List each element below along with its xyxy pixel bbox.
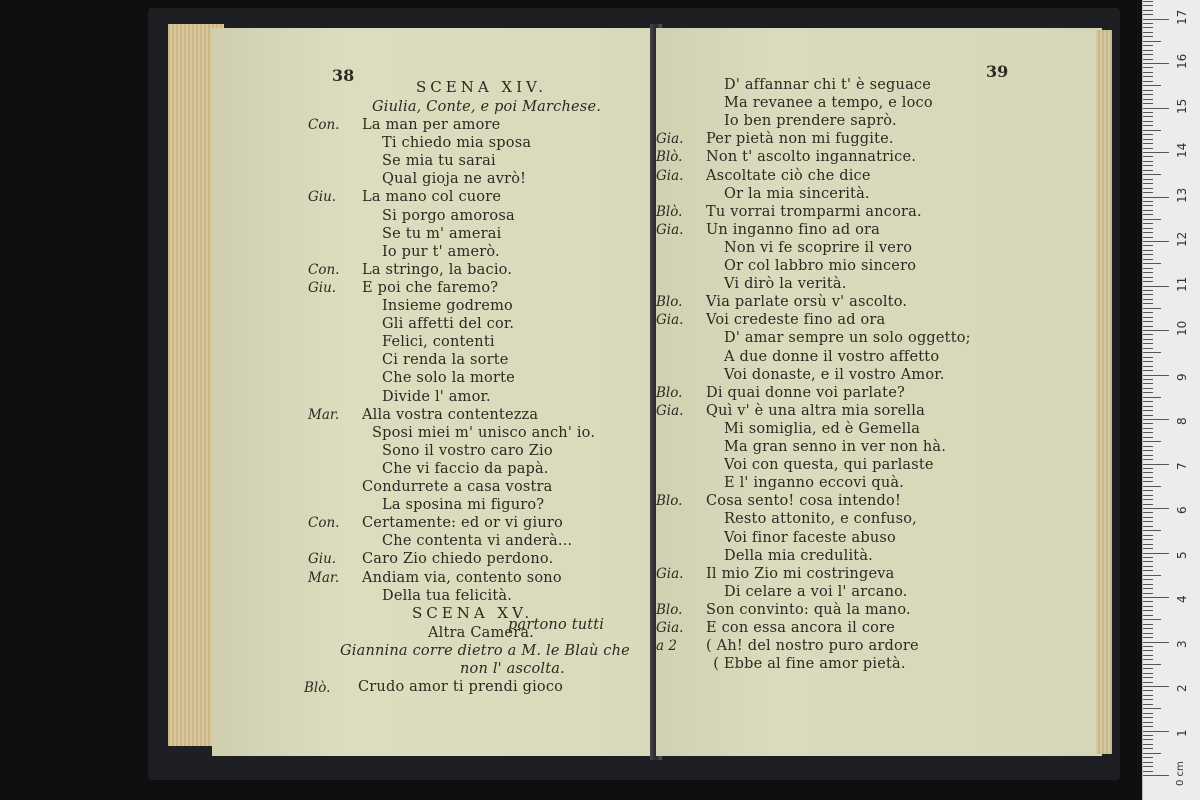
ruler-tick: [1143, 659, 1153, 660]
measuring-ruler: [1142, 0, 1200, 800]
ruler-tick: [1143, 441, 1161, 442]
verse-line: Se mia tu sarai: [382, 153, 496, 170]
ruler-tick: [1143, 5, 1153, 6]
verse-line: Di quai donne voi parlate?: [706, 384, 905, 401]
ruler-tick: [1143, 624, 1153, 625]
verse-line: La stringo, la bacio.: [362, 261, 513, 278]
ruler-tick: [1143, 152, 1169, 153]
speaker-label: Gia.: [656, 565, 684, 582]
ruler-tick: [1143, 468, 1153, 469]
ruler-number: 13: [1175, 187, 1189, 203]
speaker-label: Gia.: [656, 312, 684, 329]
ruler-tick: [1143, 664, 1161, 665]
verse-line: E poi che faremo?: [362, 279, 499, 296]
ruler-tick: [1143, 339, 1153, 340]
ruler-tick: [1143, 459, 1153, 460]
page-number: 38: [332, 66, 355, 85]
verse-line: Sono il vostro caro Zio: [382, 442, 553, 459]
verse-line: Non vi fe scoprire il vero: [724, 239, 913, 256]
ruler-tick: [1143, 254, 1153, 255]
page-number: 39: [986, 62, 1009, 81]
verse-line: Voi donaste, e il vostro Amor.: [724, 366, 945, 383]
ruler-number: 15: [1175, 98, 1189, 114]
ruler-tick: [1143, 192, 1153, 193]
ruler-tick: [1143, 259, 1153, 260]
verse-line: Alla vostra contentezza: [362, 406, 539, 423]
ruler-tick: [1143, 54, 1153, 55]
speaker-label: Con.: [308, 117, 340, 133]
speaker-label: Mar.: [308, 406, 340, 423]
ruler-tick: [1143, 539, 1153, 540]
ruler-tick: [1143, 477, 1153, 478]
ruler-tick: [1143, 188, 1153, 189]
speaker-label: Giu.: [308, 279, 337, 296]
ruler-tick: [1143, 575, 1161, 576]
scene-title-2: SCENA XV.: [412, 604, 534, 622]
ruler-tick: [1143, 334, 1153, 335]
ruler-tick: [1143, 628, 1153, 629]
ruler-tick: [1143, 588, 1153, 589]
ruler-tick: [1143, 464, 1169, 465]
ruler-tick: [1143, 41, 1161, 42]
ruler-tick: [1143, 508, 1169, 509]
ruler-tick: [1143, 557, 1153, 558]
ruler-tick: [1143, 352, 1161, 353]
ruler-tick: [1143, 76, 1153, 77]
ruler-tick: [1143, 619, 1161, 620]
speaker-label: Blo.: [656, 493, 683, 510]
ruler-tick: [1143, 210, 1153, 211]
ruler-tick: [1143, 579, 1153, 580]
speaker-label: Gia.: [656, 402, 684, 419]
verse-line: Andiam via, contento sono: [362, 569, 562, 586]
speaker-label: Blo.: [656, 384, 683, 401]
scene-persons: Giulia, Conte, e poi Marchese.: [372, 99, 602, 115]
verse-line: Voi finor faceste abuso: [724, 529, 896, 546]
verse-line: Felici, contenti: [382, 334, 495, 351]
ruler-unit: 0 cm: [1175, 761, 1186, 786]
ruler-tick: [1143, 201, 1153, 202]
ruler-tick: [1143, 490, 1153, 491]
ruler-tick: [1143, 392, 1153, 393]
verse-line: Che vi faccio da papà.: [382, 460, 549, 477]
stage-direction-2: non l' ascolta.: [460, 661, 565, 677]
ruler-tick: [1143, 437, 1153, 438]
ruler-tick: [1143, 704, 1153, 705]
verse-line: Io pur t' amerò.: [382, 243, 500, 260]
ruler-number: 4: [1175, 595, 1189, 603]
speaker-label: Gia.: [656, 221, 684, 238]
ruler-tick: [1143, 601, 1153, 602]
ruler-tick: [1143, 566, 1153, 567]
ruler-tick: [1143, 174, 1161, 175]
ruler-tick: [1143, 148, 1153, 149]
verse-line: Divide l' amor.: [382, 388, 491, 405]
ruler-tick: [1143, 535, 1153, 536]
ruler-tick: [1143, 99, 1153, 100]
verse-line: A due donne il vostro affetto: [724, 348, 940, 365]
ruler-tick: [1143, 10, 1153, 11]
ruler-tick: [1143, 357, 1153, 358]
ruler-tick: [1143, 312, 1153, 313]
verse-line: Ma gran senno in ver non hà.: [724, 439, 947, 455]
verse-line: Il mio Zio mi costringeva: [706, 565, 895, 582]
ruler-tick: [1143, 90, 1153, 91]
ruler-tick: [1143, 423, 1153, 424]
ruler-tick: [1143, 72, 1153, 73]
ruler-number: 1: [1175, 728, 1189, 737]
ruler-tick: [1143, 446, 1153, 447]
ruler-tick: [1143, 299, 1153, 300]
verse-line: Son convinto: quà la mano.: [706, 601, 911, 618]
ruler-tick: [1143, 673, 1153, 674]
ruler-tick: [1143, 450, 1153, 451]
ruler-tick: [1143, 544, 1153, 545]
speaker-label: Blò.: [656, 149, 683, 166]
ruler-tick: [1143, 406, 1153, 407]
verse-line: La sposina mi figuro?: [382, 497, 545, 514]
stage-direction-1: Giannina corre dietro a M. le Blaù che: [340, 643, 630, 659]
ruler-tick: [1143, 686, 1169, 687]
ruler-tick: [1143, 762, 1153, 763]
ruler-tick: [1143, 81, 1153, 82]
ruler-tick: [1143, 281, 1153, 282]
ruler-tick: [1143, 766, 1153, 767]
verse-line: D' amar sempre un solo oggetto;: [724, 330, 971, 347]
ruler-tick: [1143, 272, 1153, 273]
ruler-tick: [1143, 361, 1153, 362]
ruler-number: 5: [1175, 550, 1189, 559]
verse-line: Ti chiedo mia sposa: [382, 135, 532, 152]
ruler-tick: [1143, 637, 1153, 638]
verse-line: La man per amore: [362, 117, 501, 133]
ruler-tick: [1143, 650, 1153, 651]
right-page: [656, 28, 1102, 756]
ruler-tick: [1143, 330, 1169, 331]
verse-line: Or la mia sincerità.: [724, 185, 870, 202]
speaker-label: Blo.: [656, 294, 683, 311]
ruler-tick: [1143, 19, 1169, 20]
page-edges-right: [1096, 30, 1112, 754]
ruler-tick: [1143, 326, 1153, 327]
ruler-tick: [1143, 682, 1153, 683]
ruler-tick: [1143, 245, 1153, 246]
ruler-tick: [1143, 415, 1153, 416]
ruler-tick: [1143, 753, 1161, 754]
verse-line: E con essa ancora il core: [706, 620, 895, 636]
ruler-number: 6: [1175, 506, 1189, 514]
ruler-tick: [1143, 642, 1169, 643]
ruler-tick: [1143, 375, 1169, 376]
ruler-number: 10: [1175, 320, 1189, 336]
ruler-number: 14: [1175, 142, 1189, 158]
ruler-tick: [1143, 116, 1153, 117]
ruler-tick: [1143, 36, 1153, 37]
ruler-tick: [1143, 228, 1153, 229]
ruler-tick: [1143, 726, 1153, 727]
ruler-tick: [1143, 708, 1161, 709]
verse-line: Per pietà non mi fuggite.: [706, 131, 894, 148]
ruler-tick: [1143, 170, 1153, 171]
verse-line: Sposi miei m' unisco anch' io.: [372, 424, 596, 441]
ruler-tick: [1143, 112, 1153, 113]
verse-line: Ascoltate ciò che dice: [706, 167, 871, 184]
ruler-tick: [1143, 290, 1153, 291]
verse-line: Di celare a voi l' arcano.: [724, 583, 908, 600]
scene-setting: Altra Camera.: [428, 625, 534, 641]
ruler-tick: [1143, 455, 1153, 456]
ruler-tick: [1143, 633, 1153, 634]
ruler-tick: [1143, 277, 1153, 278]
verse-line: Ma revanee a tempo, e loco: [724, 95, 933, 112]
ruler-tick: [1143, 67, 1153, 68]
ruler-tick: [1143, 370, 1153, 371]
ruler-tick: [1143, 432, 1153, 433]
ruler-tick: [1143, 388, 1153, 389]
stage-direction-exit: partono tutti: [508, 617, 605, 633]
ruler-tick: [1143, 521, 1153, 522]
speaker-label: Blò.: [304, 680, 331, 696]
verse-line: Or col labbro mio sincero: [724, 258, 917, 274]
ruler-tick: [1143, 103, 1153, 104]
ruler-tick: [1143, 317, 1153, 318]
verse-line: Che contenta vi anderà...: [382, 533, 573, 550]
ruler-number: 11: [1175, 276, 1189, 292]
verse-line: Tu vorrai tromparmi ancora.: [706, 203, 922, 220]
verse-line: Che solo la morte: [382, 370, 515, 387]
speaker-label: Giu.: [308, 551, 337, 568]
verse-line: Caro Zio chiedo perdono.: [362, 551, 554, 568]
ruler-tick: [1143, 722, 1153, 723]
speaker-label: Con.: [308, 515, 340, 532]
ruler-tick: [1143, 383, 1153, 384]
ruler-tick: [1143, 45, 1153, 46]
verse-line: D' affannar chi t' è seguace: [724, 77, 932, 93]
verse-line: Ci renda la sorte: [382, 352, 509, 369]
ruler-tick: [1143, 593, 1153, 594]
ruler-tick: [1143, 472, 1153, 473]
ruler-tick: [1143, 205, 1153, 206]
ruler-tick: [1143, 570, 1153, 571]
ruler-tick: [1143, 303, 1153, 304]
ruler-tick: [1143, 121, 1153, 122]
verse-line: Condurrete a casa vostra: [362, 479, 553, 495]
ruler-tick: [1143, 156, 1153, 157]
ruler-tick: [1143, 143, 1153, 144]
ruler-tick: [1143, 366, 1153, 367]
left-page: [212, 28, 654, 756]
ruler-tick: [1143, 512, 1153, 513]
ruler-tick: [1143, 739, 1153, 740]
ruler-tick: [1143, 50, 1153, 51]
ruler-tick: [1143, 379, 1153, 380]
verse-line: Vi dirò la verità.: [724, 276, 847, 293]
ruler-number: 7: [1175, 461, 1189, 470]
ruler-tick: [1143, 263, 1161, 264]
verse-line: Resto attonito, e confuso,: [724, 511, 917, 528]
speaker-label: a 2: [656, 638, 677, 655]
verse-line: Della tua felicità.: [382, 587, 513, 604]
verse-line: Cosa sento! cosa intendo!: [706, 493, 901, 510]
scene-title: SCENA XIV.: [416, 78, 548, 96]
ruler-tick: [1143, 63, 1169, 64]
ruler-tick: [1143, 268, 1153, 269]
ruler-tick: [1143, 125, 1153, 126]
verse-line: Se tu m' amerai: [382, 225, 502, 242]
ruler-tick: [1143, 14, 1153, 15]
ruler-tick: [1143, 197, 1169, 198]
verse-line: Gli affetti del cor.: [382, 316, 515, 333]
ruler-tick: [1143, 548, 1153, 549]
ruler-tick: [1143, 610, 1153, 611]
ruler-tick: [1143, 677, 1153, 678]
ruler-tick: [1143, 294, 1153, 295]
ruler-tick: [1143, 32, 1153, 33]
ruler-number: 2: [1175, 684, 1189, 692]
verse-line: Quì v' è una altra mia sorella: [706, 402, 925, 419]
ruler-tick: [1143, 495, 1153, 496]
ruler-tick: [1143, 428, 1153, 429]
ruler-tick: [1143, 139, 1153, 140]
ruler-tick: [1143, 130, 1161, 131]
ruler-tick: [1143, 699, 1153, 700]
ruler-tick: [1143, 481, 1153, 482]
ruler-tick: [1143, 27, 1153, 28]
ruler-tick: [1143, 695, 1153, 696]
verse-line: Un inganno fino ad ora: [706, 221, 881, 238]
ruler-tick: [1143, 486, 1161, 487]
ruler-tick: [1143, 214, 1153, 215]
speaker-label: Gia.: [656, 167, 684, 184]
speaker-label: Giu.: [308, 189, 337, 206]
verse-line: ( Ebbe al fine amor pietà.: [713, 656, 906, 673]
ruler-tick: [1143, 108, 1169, 109]
ruler-tick: [1143, 757, 1153, 758]
ruler-number: 17: [1175, 9, 1189, 25]
verse-line: Certamente: ed or vi giuro: [362, 515, 563, 532]
speaker-label: Gia.: [656, 620, 684, 636]
verse-line: Crudo amor ti prendi gioco: [358, 679, 564, 695]
ruler-tick: [1143, 179, 1153, 180]
ruler-tick: [1143, 553, 1169, 554]
ruler-tick: [1143, 241, 1169, 242]
speaker-label: Gia.: [656, 131, 684, 148]
ruler-tick: [1143, 223, 1153, 224]
ruler-tick: [1143, 348, 1153, 349]
verse-line: E l' inganno eccovi quà.: [724, 475, 905, 492]
verse-line: Mi somiglia, ed è Gemella: [724, 420, 921, 437]
ruler-tick: [1143, 165, 1153, 166]
ruler-tick: [1143, 232, 1153, 233]
verse-line: Della mia credulità.: [724, 547, 873, 564]
ruler-tick: [1143, 250, 1153, 251]
ruler-number: 3: [1175, 639, 1189, 648]
verse-line: Voi credeste fino ad ora: [706, 312, 886, 329]
ruler-tick: [1143, 713, 1153, 714]
verse-line: Io ben prendere saprò.: [724, 113, 897, 130]
speaker-label: Con.: [308, 261, 340, 278]
ruler-number: 12: [1175, 231, 1189, 247]
ruler-tick: [1143, 308, 1161, 309]
ruler-tick: [1143, 286, 1169, 287]
ruler-tick: [1143, 183, 1153, 184]
ruler-tick: [1143, 526, 1153, 527]
ruler-number: 9: [1175, 372, 1189, 381]
verse-line: Non t' ascolto ingannatrice.: [706, 149, 917, 166]
ruler-tick: [1143, 419, 1169, 420]
ruler-tick: [1143, 606, 1153, 607]
ruler-tick: [1143, 23, 1153, 24]
ruler-tick: [1143, 59, 1153, 60]
ruler-tick: [1143, 771, 1153, 772]
ruler-tick: [1143, 561, 1153, 562]
ruler-tick: [1143, 321, 1153, 322]
ruler-tick: [1143, 517, 1153, 518]
ruler-tick: [1143, 94, 1153, 95]
ruler-tick: [1143, 237, 1153, 238]
verse-line: Via parlate orsù v' ascolto.: [706, 294, 908, 311]
ruler-tick: [1143, 690, 1153, 691]
ruler-tick: [1143, 655, 1153, 656]
ruler-tick: [1143, 735, 1153, 736]
ruler-tick: [1143, 1, 1153, 2]
ruler-tick: [1143, 410, 1153, 411]
ruler-tick: [1143, 748, 1153, 749]
ruler-tick: [1143, 775, 1169, 776]
ruler-tick: [1143, 219, 1161, 220]
ruler-number: 16: [1175, 53, 1189, 69]
verse-line: La mano col cuore: [362, 189, 502, 206]
verse-line: Voi con questa, qui parlaste: [724, 457, 934, 474]
speaker-label: Blò.: [656, 203, 683, 220]
ruler-tick: [1143, 731, 1169, 732]
ruler-tick: [1143, 504, 1153, 505]
verse-line: ( Ah! del nostro puro ardore: [706, 638, 919, 655]
ruler-tick: [1143, 615, 1153, 616]
verse-line: Insieme godremo: [382, 298, 513, 314]
ruler-tick: [1143, 397, 1161, 398]
speaker-label: Blo.: [656, 601, 683, 618]
ruler-tick: [1143, 401, 1153, 402]
ruler-tick: [1143, 646, 1153, 647]
speaker-label: Mar.: [308, 569, 340, 586]
verse-line: Qual gioja ne avrò!: [382, 171, 527, 188]
ruler-tick: [1143, 499, 1153, 500]
ruler-tick: [1143, 744, 1153, 745]
ruler-tick: [1143, 597, 1169, 598]
ruler-tick: [1143, 134, 1153, 135]
ruler-tick: [1143, 85, 1161, 86]
ruler-tick: [1143, 161, 1153, 162]
ruler-tick: [1143, 530, 1161, 531]
ruler-number: 8: [1175, 417, 1189, 425]
ruler-tick: [1143, 717, 1153, 718]
verse-line: Si porgo amorosa: [382, 207, 515, 224]
ruler-tick: [1143, 584, 1153, 585]
ruler-tick: [1143, 668, 1153, 669]
ruler-tick: [1143, 343, 1153, 344]
